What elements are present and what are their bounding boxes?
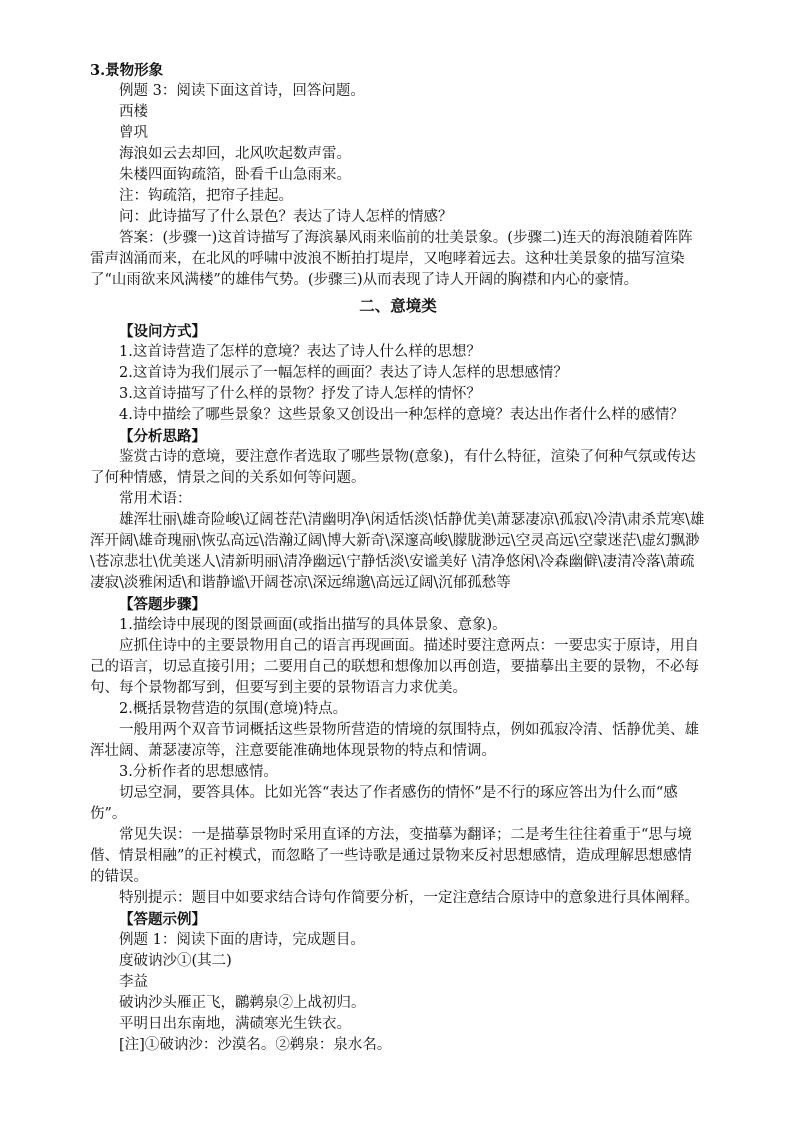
terms-label: 常用术语： — [119, 491, 192, 507]
paragraph: 一般用两个双音节词概括这些景物所营造的情境的氛围特点，例如孤寂冷清、恬静优美、雄浑壮阔、萧瑟凄凉等，注意要能准确地体现景物的特点和情调。 — [90, 722, 699, 759]
poem-note: 注：钩疏箔，把帘子挂起。 — [119, 188, 293, 204]
paragraph: 特别提示：题目中如要求结合诗句作简要分析，一定注意结合原诗中的意象进行具体阐释。 — [119, 890, 699, 906]
part-title: 二、意境类 — [359, 296, 437, 315]
step-title: 1.描绘诗中展现的图景画面(或指出描写的具体景象、意象)。 — [119, 617, 507, 633]
paragraph: 应抓住诗中的主要景物用自己的语言再现画面。描述时要注意两点：一要忠实于原诗，用自己的语言，切忌直接引用；二要用自己的联想和想像加以再创造，要描摹出主要的景物，不必每句、每个景物都写到，但要写到主要的景物语言力求优美。 — [90, 638, 699, 696]
list-item: 4.诗中描绘了哪些景象？这些景象又创设出一种怎样的意境？表达出作者什么样的感情？ — [119, 407, 684, 423]
poem-author: 李益 — [119, 974, 148, 990]
example-prompt: 例题 1：阅读下面的唐诗，完成题目。 — [119, 932, 365, 948]
section-heading: 【答题示例】 — [119, 911, 206, 928]
poem-author: 曾巩 — [119, 125, 148, 141]
poem-title: 西楼 — [119, 104, 148, 120]
section-heading: 【设问方式】 — [119, 323, 206, 340]
question-text: 问：此诗描写了什么景色？表达了诗人怎样的情感？ — [119, 209, 453, 225]
poem-note: [注]①破讷沙：沙漠名。②鹈泉：泉水名。 — [119, 1037, 392, 1053]
section-heading: 【分析思路】 — [119, 428, 206, 445]
example-prompt: 例题 3：阅读下面这首诗，回答问题。 — [119, 83, 365, 99]
poem-line: 破讷沙头雁正飞，鸊鹈泉②上战初归。 — [119, 995, 366, 1011]
step-title: 2.概括景物营造的氛围(意境)特点。 — [119, 701, 348, 717]
poem-line: 朱楼四面钩疏箔，卧看千山急雨来。 — [119, 167, 351, 183]
document-page — [90, 60, 706, 1056]
list-item: 2.这首诗为我们展示了一幅怎样的画面？表达了诗人怎样的思想感情？ — [119, 365, 568, 381]
paragraph: 常见失误：一是描摹景物时采用直译的方法，变描摹为翻译；二是考生往往着重于“思与境偕、情景相融”的正衬模式，而忽略了一些诗歌是通过景物来反衬思想感情，造成理解思想感情的错误。 — [90, 827, 692, 885]
paragraph: 切忌空洞，要答具体。比如光答“表达了作者感伤的情怀”是不行的琢应答出为什么而“感伤”。 — [90, 785, 678, 822]
section-heading: 【答题步骤】 — [119, 596, 206, 613]
paragraph: 鉴赏古诗的意境，要注意作者选取了哪些景物(意象)，有什么特征，渲染了何种气氛或传达了何种情感，情景之间的关系如何等问题。 — [90, 449, 696, 486]
step-title: 3.分析作者的思想感情。 — [119, 764, 278, 780]
section-heading: 3.景物形象 — [90, 62, 164, 79]
terms-list: 雄浑壮丽\雄奇险峻\辽阔苍茫\清幽明净\闲适恬淡\恬静优美\萧瑟凄凉\孤寂\冷清\肃杀荒寒\雄浑开阔\雄奇瑰丽\恢弘高远\浩瀚辽阔\博大新奇\深邃高峻\朦胧渺远\空灵高远\空蒙迷茫\虚幻飘渺\苍凉悲壮\优美迷人\清新明丽\清净幽远\宁静恬淡\安谧美好 \清净悠闲\冷森幽僻\凄清冷落\萧疏凄寂\淡雅闲适\和谐静谧\开阔苍凉\深远绵邈\高远辽阔\沉郁孤愁等 — [90, 512, 705, 591]
poem-title: 度破讷沙①(其二) — [119, 953, 232, 969]
answer-text: 答案：(步骤一)这首诗描写了海滨暴风雨来临前的壮美景象。(步骤二)连天的海浪随着阵阵雷声汹涌而来，在北风的呼啸中波浪不断拍打堤岸，又咆哮着远去。这种壮美景象的描写渲染了“山雨欲来风满楼”的雄伟气势。(步骤三)从而表现了诗人开阔的胸襟和内心的豪情。 — [90, 230, 693, 288]
poem-line: 海浪如云去却回，北风吹起数声雷。 — [119, 146, 351, 162]
list-item: 3.这首诗描写了什么样的景物？抒发了诗人怎样的情怀？ — [119, 386, 481, 402]
poem-line: 平明日出东南地，满碛寒光生铁衣。 — [119, 1016, 351, 1032]
list-item: 1.这首诗营造了怎样的意境？表达了诗人什么样的思想？ — [119, 344, 481, 360]
